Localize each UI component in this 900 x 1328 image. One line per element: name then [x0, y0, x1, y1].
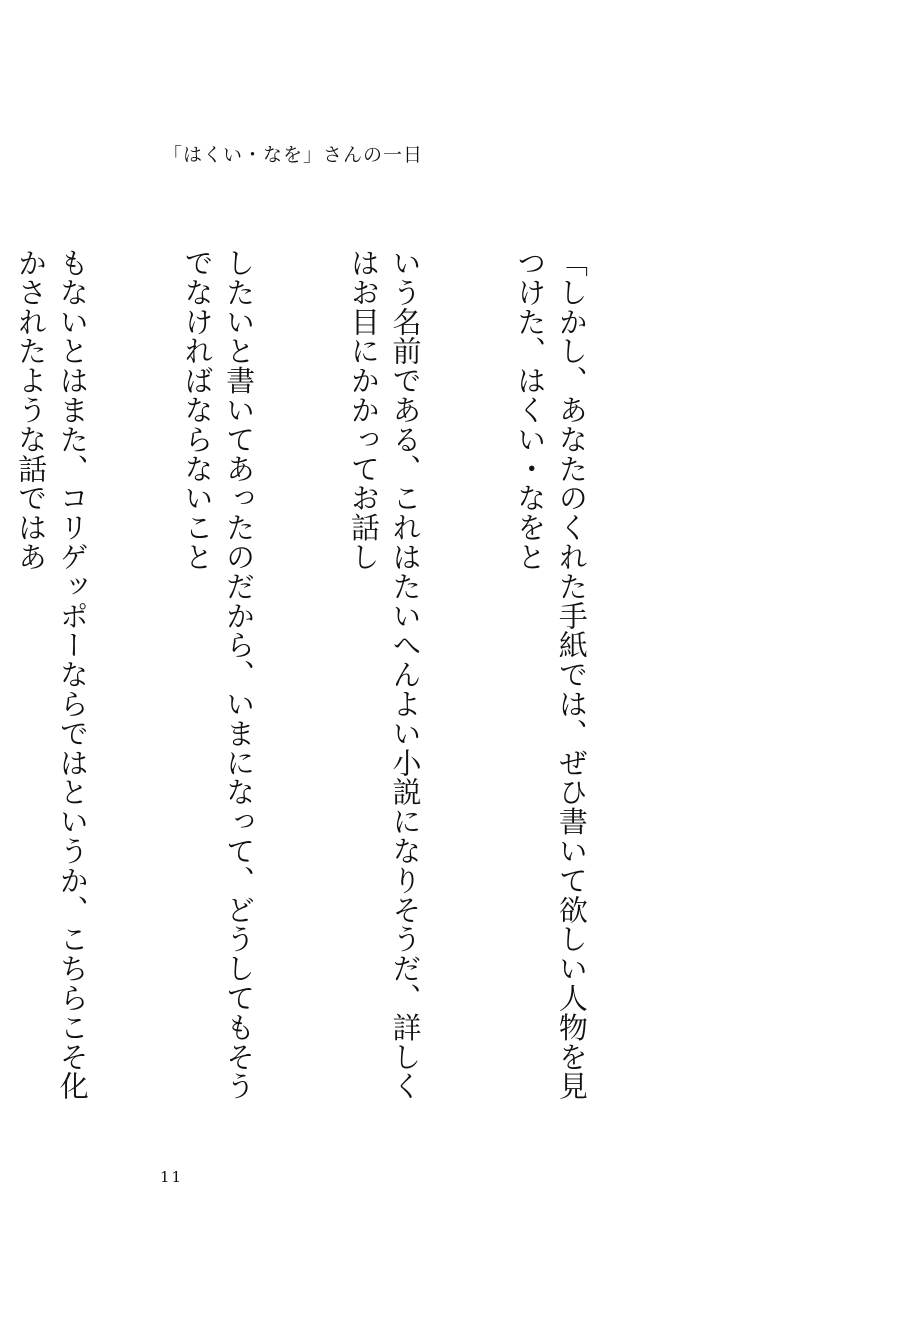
text-line: したいと書いてあったのだから、いまになって、どうしてもそうでなければならないこと — [180, 248, 257, 1101]
running-header: 「はくい・なを」さんの一日 — [163, 144, 424, 166]
body-text — [14, 248, 675, 1118]
text-line: 「しかし、あなたのくれた手紙では、ぜひ書いて欲しい人物を見つけた、はくい・なをと — [513, 248, 589, 1101]
text-line: いう名前である、これはたいへんよい小説になりそうだ、詳しくはお目にかかってお話し — [346, 248, 423, 1101]
text-line: もないとはまた、コリゲッポーならではというか、こちらこそ化かされたような話ではあ — [14, 248, 90, 1101]
page-number: 11 — [160, 1168, 184, 1186]
